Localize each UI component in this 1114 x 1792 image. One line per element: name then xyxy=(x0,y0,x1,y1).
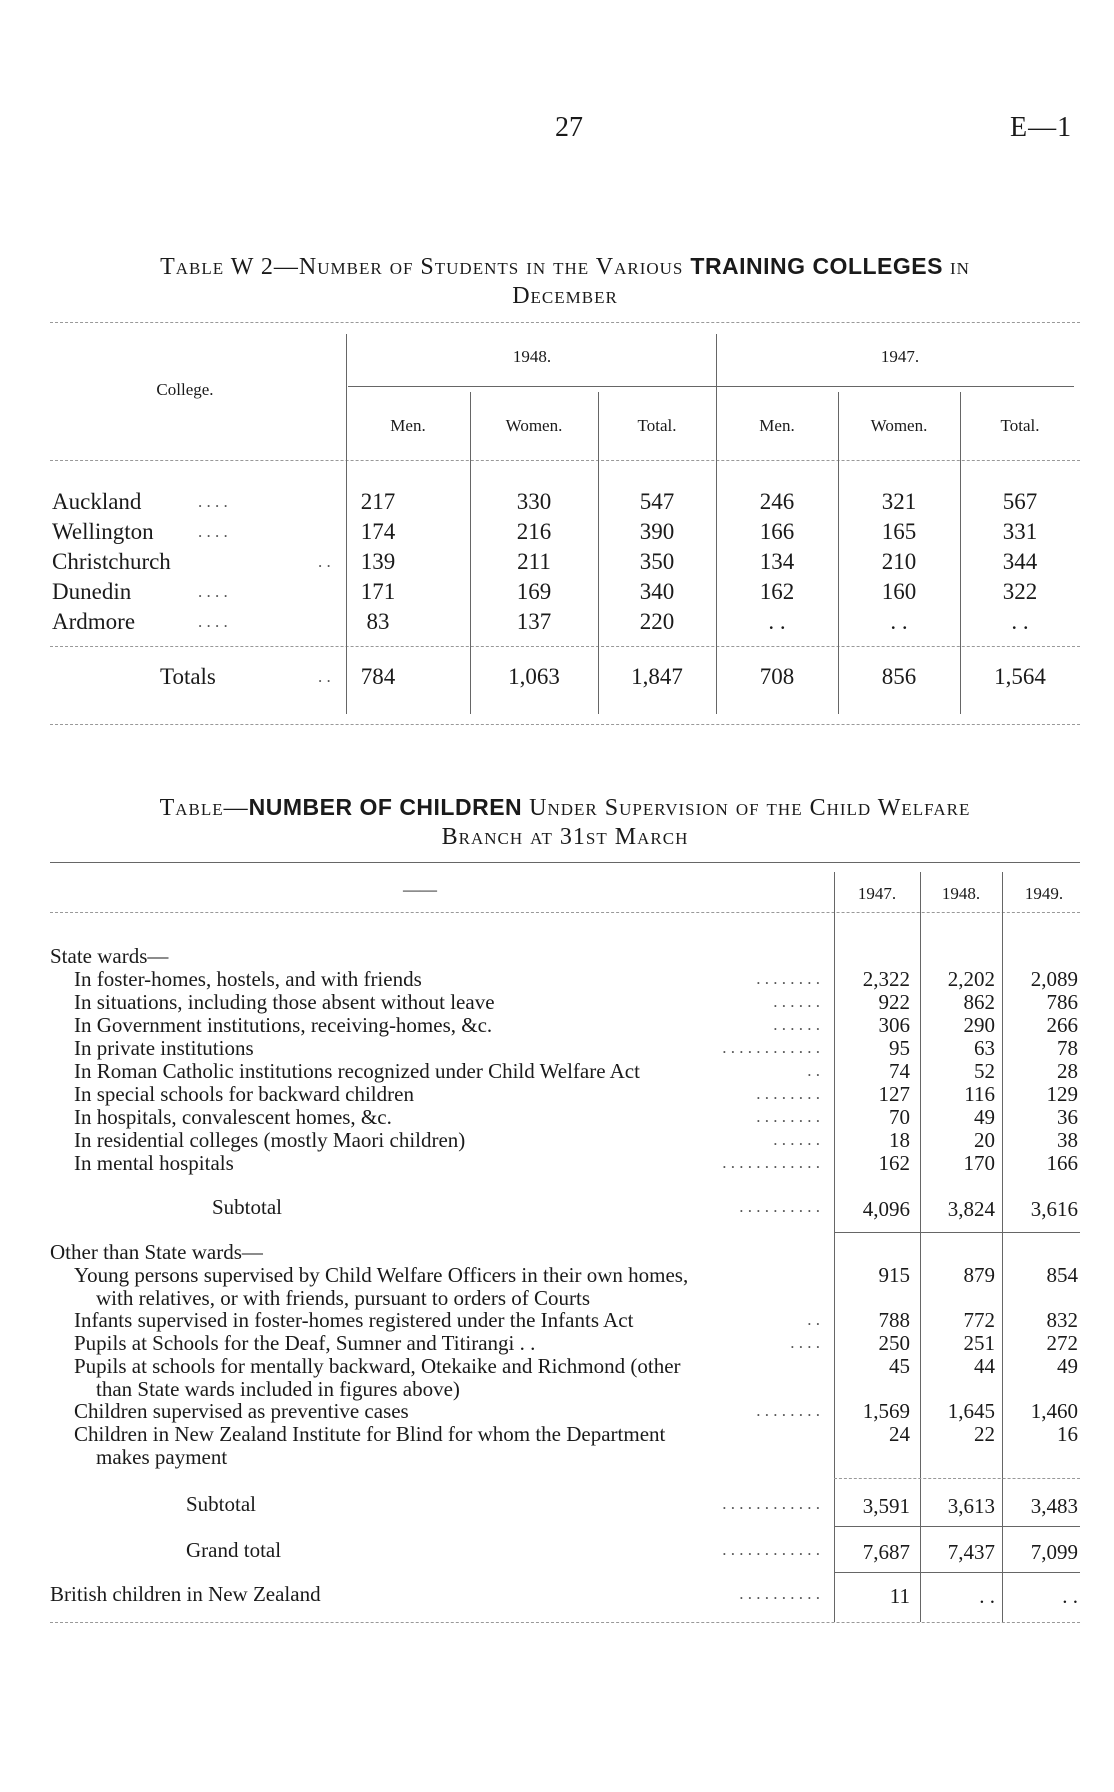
table-cell: 211 xyxy=(517,549,551,574)
grand-total-cell: 7,099 xyxy=(1030,1540,1078,1564)
table-cell: 266 xyxy=(1046,1013,1078,1037)
table-cell: . . xyxy=(1062,1584,1078,1608)
table-cell: 137 xyxy=(516,609,552,634)
dot-leader: . . . . . . . . . . . . xyxy=(722,1038,820,1057)
row-label-continued: than State wards included in figures above) xyxy=(96,1377,460,1401)
table-cell: 210 xyxy=(881,549,917,574)
table-cell: 52 xyxy=(974,1059,995,1083)
dot-leader: . . . . xyxy=(198,582,228,601)
table-cell: 171 xyxy=(360,579,396,604)
table-cell: . . xyxy=(768,609,786,634)
dot-leader: . . . . . . . . . . . . xyxy=(722,1494,820,1513)
table-cell: 49 xyxy=(974,1105,995,1129)
table-cell: 306 xyxy=(878,1013,910,1037)
table-cell: 350 xyxy=(639,549,675,574)
row-label: In residential colleges (mostly Maori children) xyxy=(74,1128,466,1152)
table-cell: 246 xyxy=(759,489,795,514)
table-cell: 45 xyxy=(889,1354,910,1378)
totals-cell: 1,564 xyxy=(994,664,1046,689)
dot-leader: . . xyxy=(807,1310,820,1329)
table-cell: 139 xyxy=(360,549,396,574)
table2-bottom-rule xyxy=(50,1622,1080,1623)
table-cell: 321 xyxy=(881,489,917,514)
table-cell: 788 xyxy=(878,1308,910,1332)
table-cell: 38 xyxy=(1057,1128,1078,1152)
table-cell: 854 xyxy=(1046,1263,1078,1287)
table-cell: 290 xyxy=(963,1013,995,1037)
row-label: Children supervised as preventive cases xyxy=(74,1399,409,1423)
table-cell: 922 xyxy=(878,990,910,1014)
table-cell: 216 xyxy=(516,519,552,544)
dot-leader: . . . . . . . . . . xyxy=(739,1584,820,1603)
table-cell: 74 xyxy=(889,1059,910,1083)
subtotal-rule xyxy=(834,1232,1080,1233)
table2-caption-bold: NUMBER OF CHILDREN xyxy=(248,794,523,820)
table-cell: 390 xyxy=(639,519,675,544)
table1-top-rule xyxy=(50,322,1080,323)
row-label: Pupils at schools for mentally backward, Otekaike and Richmond (other xyxy=(74,1354,681,1378)
table-cell: 915 xyxy=(878,1263,910,1287)
table-cell: 331 xyxy=(1002,519,1038,544)
table-cell: 832 xyxy=(1046,1308,1078,1332)
dot-leader: . . . . . . . . . . . . xyxy=(722,1153,820,1172)
dot-leader: . . . . . . xyxy=(773,1015,820,1034)
dot-leader: . . . . . . . . xyxy=(756,969,820,988)
row-label: In Government institutions, receiving-homes, &c. xyxy=(74,1013,493,1037)
table2-caption-post: Under Supervision of the Child Welfare xyxy=(522,795,971,821)
table1-header-rule xyxy=(50,460,1080,461)
row-label: In Roman Catholic institutions recognized under Child Welfare Act xyxy=(74,1059,640,1083)
college-name: Christchurch xyxy=(52,549,171,574)
table-cell: 166 xyxy=(759,519,795,544)
row-label: Young persons supervised by Child Welfare Officers in their own homes, xyxy=(74,1263,689,1287)
table-cell: 1,569 xyxy=(862,1399,910,1423)
other-wards-heading: Other than State wards— xyxy=(50,1240,263,1264)
table-cell: 2,089 xyxy=(1030,967,1078,991)
table1-vrule xyxy=(838,392,839,714)
dot-leader: . . . . . . . . xyxy=(756,1107,820,1126)
table-cell: 24 xyxy=(889,1422,910,1446)
dot-leader: . . xyxy=(807,1061,820,1080)
state-wards-heading: State wards— xyxy=(50,944,169,968)
table-cell: 217 xyxy=(360,489,396,514)
table-cell: 166 xyxy=(1046,1151,1078,1175)
table-cell: 83 xyxy=(366,609,390,634)
college-name: Auckland xyxy=(52,489,142,514)
table1-bottom-rule xyxy=(50,724,1080,725)
page-number: 27 xyxy=(555,112,583,143)
table-cell: 1,460 xyxy=(1030,1399,1078,1423)
col-header-total-1948: Total. xyxy=(637,416,677,435)
table1-caption-pre: Table W 2—Number of Students in the Various xyxy=(160,254,691,280)
british-children-label: British children in New Zealand xyxy=(50,1582,321,1606)
year-header-1949: 1949. xyxy=(1024,884,1064,903)
row-label: In foster-homes, hostels, and with friends xyxy=(74,967,422,991)
table-cell: 567 xyxy=(1002,489,1038,514)
table2-caption-pre: Table— xyxy=(159,795,249,821)
totals-label: Totals xyxy=(160,664,216,689)
table-cell: 116 xyxy=(964,1082,995,1106)
table-cell: 49 xyxy=(1057,1354,1078,1378)
col-header-men-1948: Men. xyxy=(390,416,426,435)
table-cell: 547 xyxy=(639,489,675,514)
totals-cell: 1,847 xyxy=(631,664,683,689)
year-header-1947: 1947. xyxy=(857,884,897,903)
subtotal-cell: 3,824 xyxy=(947,1197,995,1221)
dot-leader: . . . . . . . . . . xyxy=(739,1197,820,1216)
college-name: Dunedin xyxy=(52,579,132,604)
table-cell: 127 xyxy=(878,1082,910,1106)
table2-caption xyxy=(50,793,1080,852)
table1-vrule xyxy=(346,334,347,714)
table1-vrule xyxy=(716,334,717,714)
table-cell: 160 xyxy=(881,579,917,604)
row-label: In private institutions xyxy=(74,1036,254,1060)
grand-total-rule xyxy=(834,1526,1080,1527)
table2-vrule xyxy=(920,872,921,1622)
table-cell: 879 xyxy=(963,1263,995,1287)
table-cell: 220 xyxy=(639,609,675,634)
grand-total-label: Grand total xyxy=(186,1538,282,1562)
subtotal-label: Subtotal xyxy=(186,1492,257,1516)
table-cell: 162 xyxy=(878,1151,910,1175)
college-header: College. xyxy=(156,380,214,399)
col-header-men-1947: Men. xyxy=(759,416,795,435)
table-cell: 322 xyxy=(1002,579,1038,604)
dot-leader: . . . . . . xyxy=(773,992,820,1011)
table-cell: 165 xyxy=(881,519,917,544)
dot-leader: . . . . xyxy=(198,612,228,631)
table2-vrule xyxy=(834,872,835,1622)
year-header-1948: 1948. xyxy=(941,884,981,903)
dot-leader: . . . . xyxy=(198,522,228,541)
row-label: In hospitals, convalescent homes, &c. xyxy=(74,1105,392,1129)
table-cell: 169 xyxy=(516,579,552,604)
college-name: Wellington xyxy=(52,519,154,544)
table1-totals-rule xyxy=(50,646,1080,647)
col-header-women-1948: Women. xyxy=(505,416,563,435)
subtotal-cell: 3,591 xyxy=(862,1494,910,1518)
table-cell: 28 xyxy=(1057,1059,1078,1083)
table-cell: 174 xyxy=(360,519,396,544)
table-cell: 250 xyxy=(878,1331,910,1355)
dot-leader: . . . . . . . . xyxy=(756,1401,820,1420)
totals-cell: 856 xyxy=(881,664,917,689)
table1-vrule xyxy=(960,392,961,714)
col-header-total-1947: Total. xyxy=(1000,416,1040,435)
totals-cell: 1,063 xyxy=(508,664,560,689)
dot-leader: . . . . xyxy=(790,1333,820,1352)
table-cell: . . xyxy=(979,1584,995,1608)
table1-caption-post: in xyxy=(942,254,970,280)
table-cell: 18 xyxy=(889,1128,910,1152)
table-cell: 44 xyxy=(974,1354,995,1378)
table-cell: 251 xyxy=(963,1331,995,1355)
table2-header-rule xyxy=(50,912,1080,913)
table-cell: 11 xyxy=(889,1584,910,1608)
grand-total-rule xyxy=(834,1572,1080,1573)
col-header-women-1947: Women. xyxy=(870,416,928,435)
table-cell: 63 xyxy=(974,1036,995,1060)
table-cell: 2,322 xyxy=(862,967,910,991)
table-cell: 272 xyxy=(1046,1331,1078,1355)
subtotal-cell: 3,616 xyxy=(1030,1197,1078,1221)
row-label: In special schools for backward children xyxy=(74,1082,414,1106)
table1-caption-bold: TRAINING COLLEGES xyxy=(690,253,943,279)
table1-caption xyxy=(50,252,1080,311)
table-cell: 20 xyxy=(974,1128,995,1152)
subtotal-cell: 3,483 xyxy=(1030,1494,1078,1518)
table-cell: . . xyxy=(1011,609,1029,634)
totals-cell: 708 xyxy=(759,664,795,689)
table2-vrule xyxy=(1002,872,1003,1622)
college-name: Ardmore xyxy=(52,609,136,634)
row-label-continued: with relatives, or with friends, pursuant to orders of Courts xyxy=(96,1286,590,1310)
year-header-1948: 1948. xyxy=(512,347,552,366)
dot-leader: . . xyxy=(318,667,331,686)
table-cell: 95 xyxy=(889,1036,910,1060)
table-cell: 344 xyxy=(1002,549,1038,574)
table-cell: 2,202 xyxy=(947,967,995,991)
dot-leader: . . . . . . xyxy=(773,1130,820,1149)
table-cell: 170 xyxy=(963,1151,995,1175)
dot-leader: . . . . . . . . xyxy=(756,1084,820,1103)
table-cell: 786 xyxy=(1046,990,1078,1014)
totals-cell: 784 xyxy=(360,664,396,689)
row-label: Children in New Zealand Institute for Blind for whom the Department xyxy=(74,1422,666,1446)
table1-vrule xyxy=(470,392,471,714)
table-cell: 1,645 xyxy=(947,1399,995,1423)
dot-leader: . . . . . . . . . . . . xyxy=(722,1540,820,1559)
table-cell: 36 xyxy=(1057,1105,1078,1129)
subtotal-cell: 3,613 xyxy=(947,1494,995,1518)
subtotal-rule xyxy=(834,1478,1080,1479)
table-cell: 129 xyxy=(1046,1082,1078,1106)
table-cell: 22 xyxy=(974,1422,995,1446)
table-cell: 78 xyxy=(1057,1036,1078,1060)
grand-total-cell: 7,687 xyxy=(862,1540,910,1564)
subtotal-label: Subtotal xyxy=(212,1195,283,1219)
table1-year-rule xyxy=(348,386,1074,387)
row-label: Pupils at Schools for the Deaf, Sumner and Titirangi . . xyxy=(74,1331,536,1355)
year-header-1947: 1947. xyxy=(880,347,920,366)
table-cell: 162 xyxy=(759,579,795,604)
table1-vrule xyxy=(598,392,599,714)
table-cell: 16 xyxy=(1057,1422,1078,1446)
table1-caption-line2: December xyxy=(512,283,618,309)
table-cell: 134 xyxy=(759,549,795,574)
dot-leader: . . xyxy=(318,552,331,571)
table2-caption-line2: Branch at 31st March xyxy=(441,824,689,850)
table-cell: . . xyxy=(890,609,908,634)
table-cell: 340 xyxy=(639,579,675,604)
dot-leader: . . . . xyxy=(198,492,228,511)
row-label: Infants supervised in foster-homes registered under the Infants Act xyxy=(74,1308,634,1332)
table2-top-rule xyxy=(50,862,1080,863)
table-cell: 772 xyxy=(963,1308,995,1332)
grand-total-cell: 7,437 xyxy=(947,1540,995,1564)
row-label: In situations, including those absent without leave xyxy=(74,990,495,1014)
subtotal-cell: 4,096 xyxy=(862,1197,910,1221)
table-cell: 330 xyxy=(516,489,552,514)
row-label-continued: makes payment xyxy=(96,1445,228,1469)
row-label: In mental hospitals xyxy=(74,1151,234,1175)
table-cell: 70 xyxy=(889,1105,910,1129)
table2-header-dash: —— xyxy=(403,880,437,899)
table-cell: 862 xyxy=(963,990,995,1014)
page-code: E—1 xyxy=(1010,112,1073,143)
